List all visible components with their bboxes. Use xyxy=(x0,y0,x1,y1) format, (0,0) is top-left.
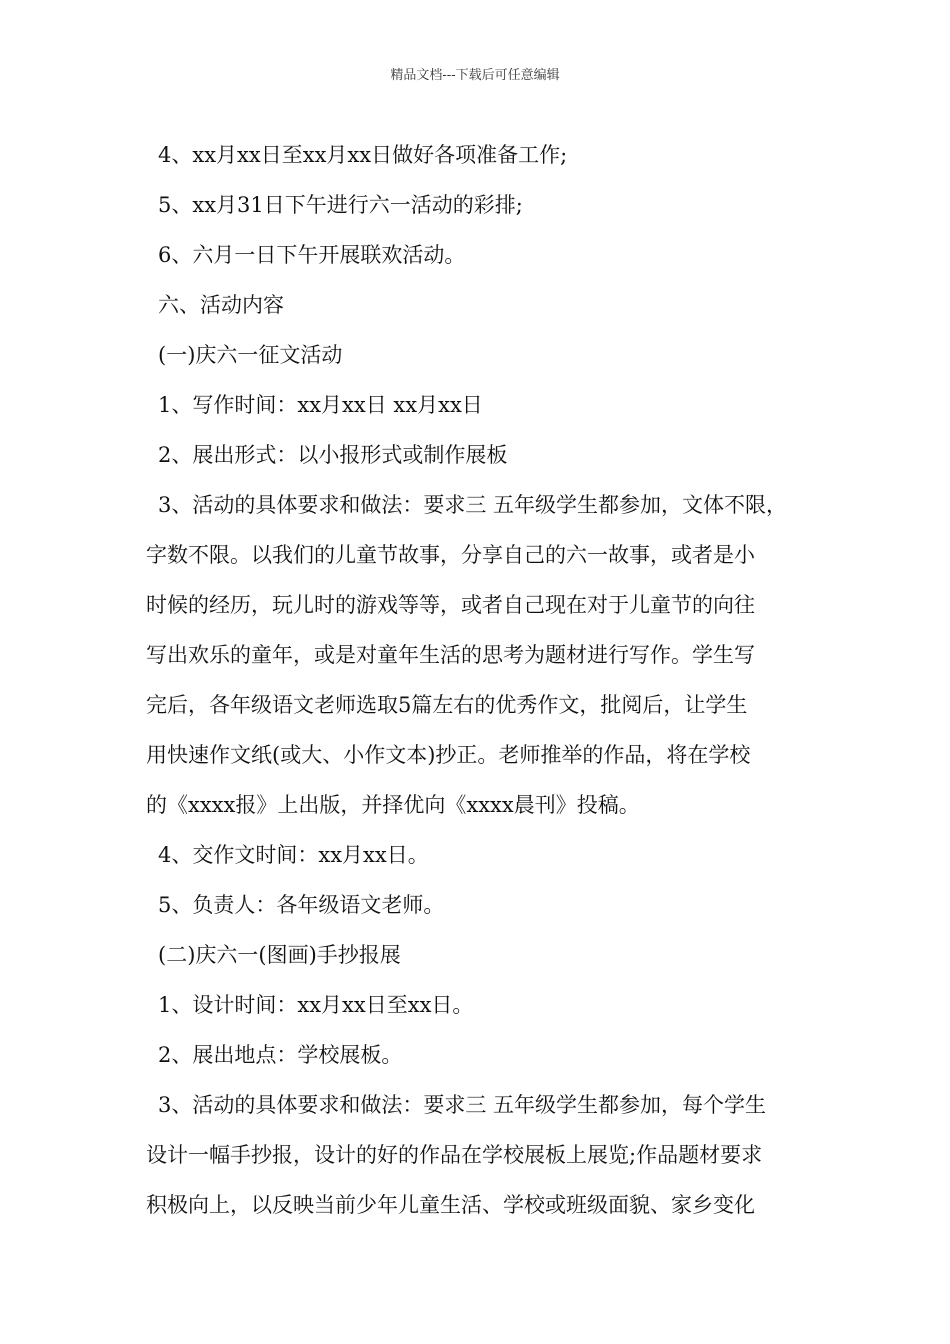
text-line: 6、六月一日下午开展联欢活动。 xyxy=(158,243,466,267)
text-line: 积极向上，以反映当前少年儿童生活、学校或班级面貌、家乡变化 xyxy=(146,1193,755,1217)
text-line: 5、xx月31日下午进行六一活动的彩排; xyxy=(158,193,523,217)
text-line: 3、活动的具体要求和做法：要求三 五年级学生都参加，每个学生 xyxy=(158,1093,767,1117)
text-line: 3、活动的具体要求和做法：要求三 五年级学生都参加，文体不限， xyxy=(158,493,788,517)
section-heading: 六、活动内容 xyxy=(158,293,284,317)
text-line: 写出欢乐的童年，或是对童年生活的思考为题材进行写作。学生写 xyxy=(146,643,755,667)
text-line: 的《xxxx报》上出版，并择优向《xxxx晨刊》投稿。 xyxy=(146,793,640,817)
text-line: 4、xx月xx日至xx月xx日做好各项准备工作; xyxy=(158,143,568,167)
text-line: 1、写作时间：xx月xx日 xx月xx日 xyxy=(158,393,483,417)
text-line: 字数不限。以我们的儿童节故事，分享自己的六一故事，或者是小 xyxy=(146,543,755,567)
text-line: 4、交作文时间：xx月xx日。 xyxy=(158,843,429,867)
subsection-heading: (二)庆六一(图画)手抄报展 xyxy=(158,943,401,967)
text-line: 5、负责人：各年级语文老师。 xyxy=(158,893,445,917)
page-header: 精品文档---下载后可任意编辑 xyxy=(390,68,560,83)
text-line: 用快速作文纸(或大、小作文本)抄正。老师推举的作品，将在学校 xyxy=(146,743,751,767)
subsection-heading: (一)庆六一征文活动 xyxy=(158,343,343,367)
text-line: 1、设计时间：xx月xx日至xx日。 xyxy=(158,993,474,1017)
text-line: 时候的经历，玩儿时的游戏等等，或者自己现在对于儿童节的向往 xyxy=(146,593,755,617)
document-body xyxy=(146,130,826,1230)
text-line: 2、展出形式：以小报形式或制作展板 xyxy=(158,443,508,467)
text-line: 2、展出地点：学校展板。 xyxy=(158,1043,403,1067)
text-line: 完后，各年级语文老师选取5篇左右的优秀作文，批阅后，让学生 xyxy=(146,693,748,717)
text-line: 设计一幅手抄报，设计的好的作品在学校展板上展览;作品题材要求 xyxy=(146,1143,763,1167)
